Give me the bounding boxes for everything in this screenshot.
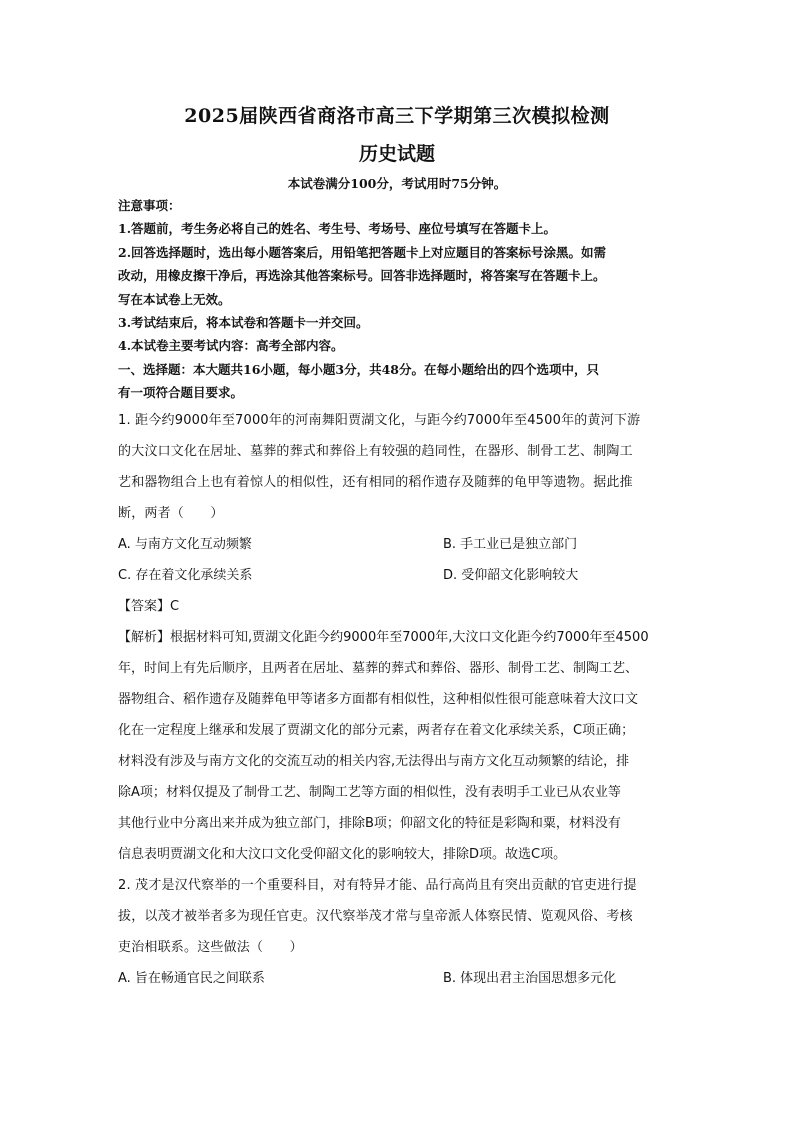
notes-item: 3.考试结束后，将本试卷和答题卡一并交回。 (118, 315, 369, 331)
question-2-line: 吏治相联系。这些做法（ ） (118, 939, 303, 955)
question-1-answer: 【答案】C (118, 598, 180, 614)
question-1-line: 的大汶口文化在居址、墓葬的葬式和葬俗上有较强的趋同性，在器形、制骨工艺、制陶工 (118, 443, 633, 459)
question-1-line: 艺和器物组合上也有着惊人的相似性，还有相同的稻作遗存及随葬的龟甲等遗物。据此推 (118, 474, 633, 490)
analysis-line: 器物组合、稻作遗存及随葬龟甲等诸多方面都有相似性，这种相似性很可能意味着大汶口文 (118, 691, 639, 707)
notes-item: 4.本试卷主要考试内容：高考全部内容。 (118, 338, 344, 354)
option-a: A. 与南方文化互动频繁 (118, 536, 252, 552)
section-heading-line: 有一项符合题目要求。 (118, 385, 244, 401)
analysis-line: 年，时间上有先后顺序，且两者在居址、墓葬的葬式和葬俗、器形、制骨工艺、制陶工艺、 (118, 660, 639, 676)
analysis-line: 信息表明贾湖文化和大汶口文化受仰韶文化的影响较大，排除D项。故选C项。 (118, 846, 567, 862)
question-2-line: 拔，以茂才被举者多为现任官吏。汉代察举茂才常与皇帝派人体察民情、览观风俗、考核 (118, 908, 633, 924)
notes-item: 改动，用橡皮擦干净后，再选涂其他答案标号。回答非选择题时，将答案写在答题卡上。 (118, 268, 606, 284)
notes-heading: 注意事项： (118, 198, 181, 213)
notes-item: 写在本试卷上无效。 (118, 291, 231, 307)
section-heading (118, 358, 676, 405)
analysis-line: 其他行业中分离出来并成为独立部门，排除B项；仰韶文化的特征是彩陶和粟，材料没有 (118, 815, 621, 831)
question-2 (118, 870, 676, 963)
analysis-line: 材料没有涉及与南方文化的交流互动的相关内容,无法得出与南方文化互动频繁的结论，排 (118, 753, 630, 769)
exam-meta: 本试卷满分100分，考试用时75分钟。 (287, 176, 507, 191)
section-heading-line: 一、选择题：本大题共16小题，每小题3分，共48分。在每小题给出的四个选项中，只 (118, 361, 599, 377)
analysis-line: 【解析】根据材料可知,贾湖文化距今约9000年至7000年,大汶口文化距今约7000年至4500 (118, 629, 649, 645)
option-a: A. 旨在畅通官民之间联系 (118, 970, 265, 986)
exam-subtitle: 历史试题 (358, 143, 435, 165)
question-1 (118, 405, 676, 529)
option-b: B. 体现出君主治国思想多元化 (443, 970, 617, 986)
analysis-line: 化在一定程度上继承和发展了贾湖文化的部分元素，两者存在着文化承续关系，C项正确； (118, 722, 635, 738)
question-2-line: 2. 茂才是汉代察举的一个重要科目，对有特异才能、品行高尚且有突出贡献的官吏进行提 (118, 877, 637, 893)
question-1-options (118, 529, 676, 591)
question-2-options (118, 963, 676, 994)
question-1-analysis (118, 622, 676, 870)
option-c: C. 存在着文化承续关系 (118, 567, 253, 583)
notes-item: 2.回答选择题时，选出每小题答案后，用铅笔把答题卡上对应题目的答案标号涂黑。如需 (118, 244, 607, 260)
analysis-line: 除A项；材料仅提及了制骨工艺、制陶工艺等方面的相似性，没有表明手工业已从农业等 (118, 784, 621, 800)
notes-item: 1.答题前，考生务必将自己的姓名、考生号、考场号、座位号填写在答题卡上。 (118, 221, 557, 237)
exam-title: 2025届陕西省商洛市高三下学期第三次模拟检测 (184, 105, 610, 127)
question-1-line: 1. 距今约9000年至7000年的河南舞阳贾湖文化，与距今约7000年至4500年的黄河下游 (118, 412, 641, 428)
notes-block (118, 194, 676, 358)
option-d: D. 受仰韶文化影响较大 (443, 567, 579, 583)
option-b: B. 手工业已是独立部门 (443, 536, 578, 552)
question-1-line: 断，两者（ ） (118, 505, 224, 521)
